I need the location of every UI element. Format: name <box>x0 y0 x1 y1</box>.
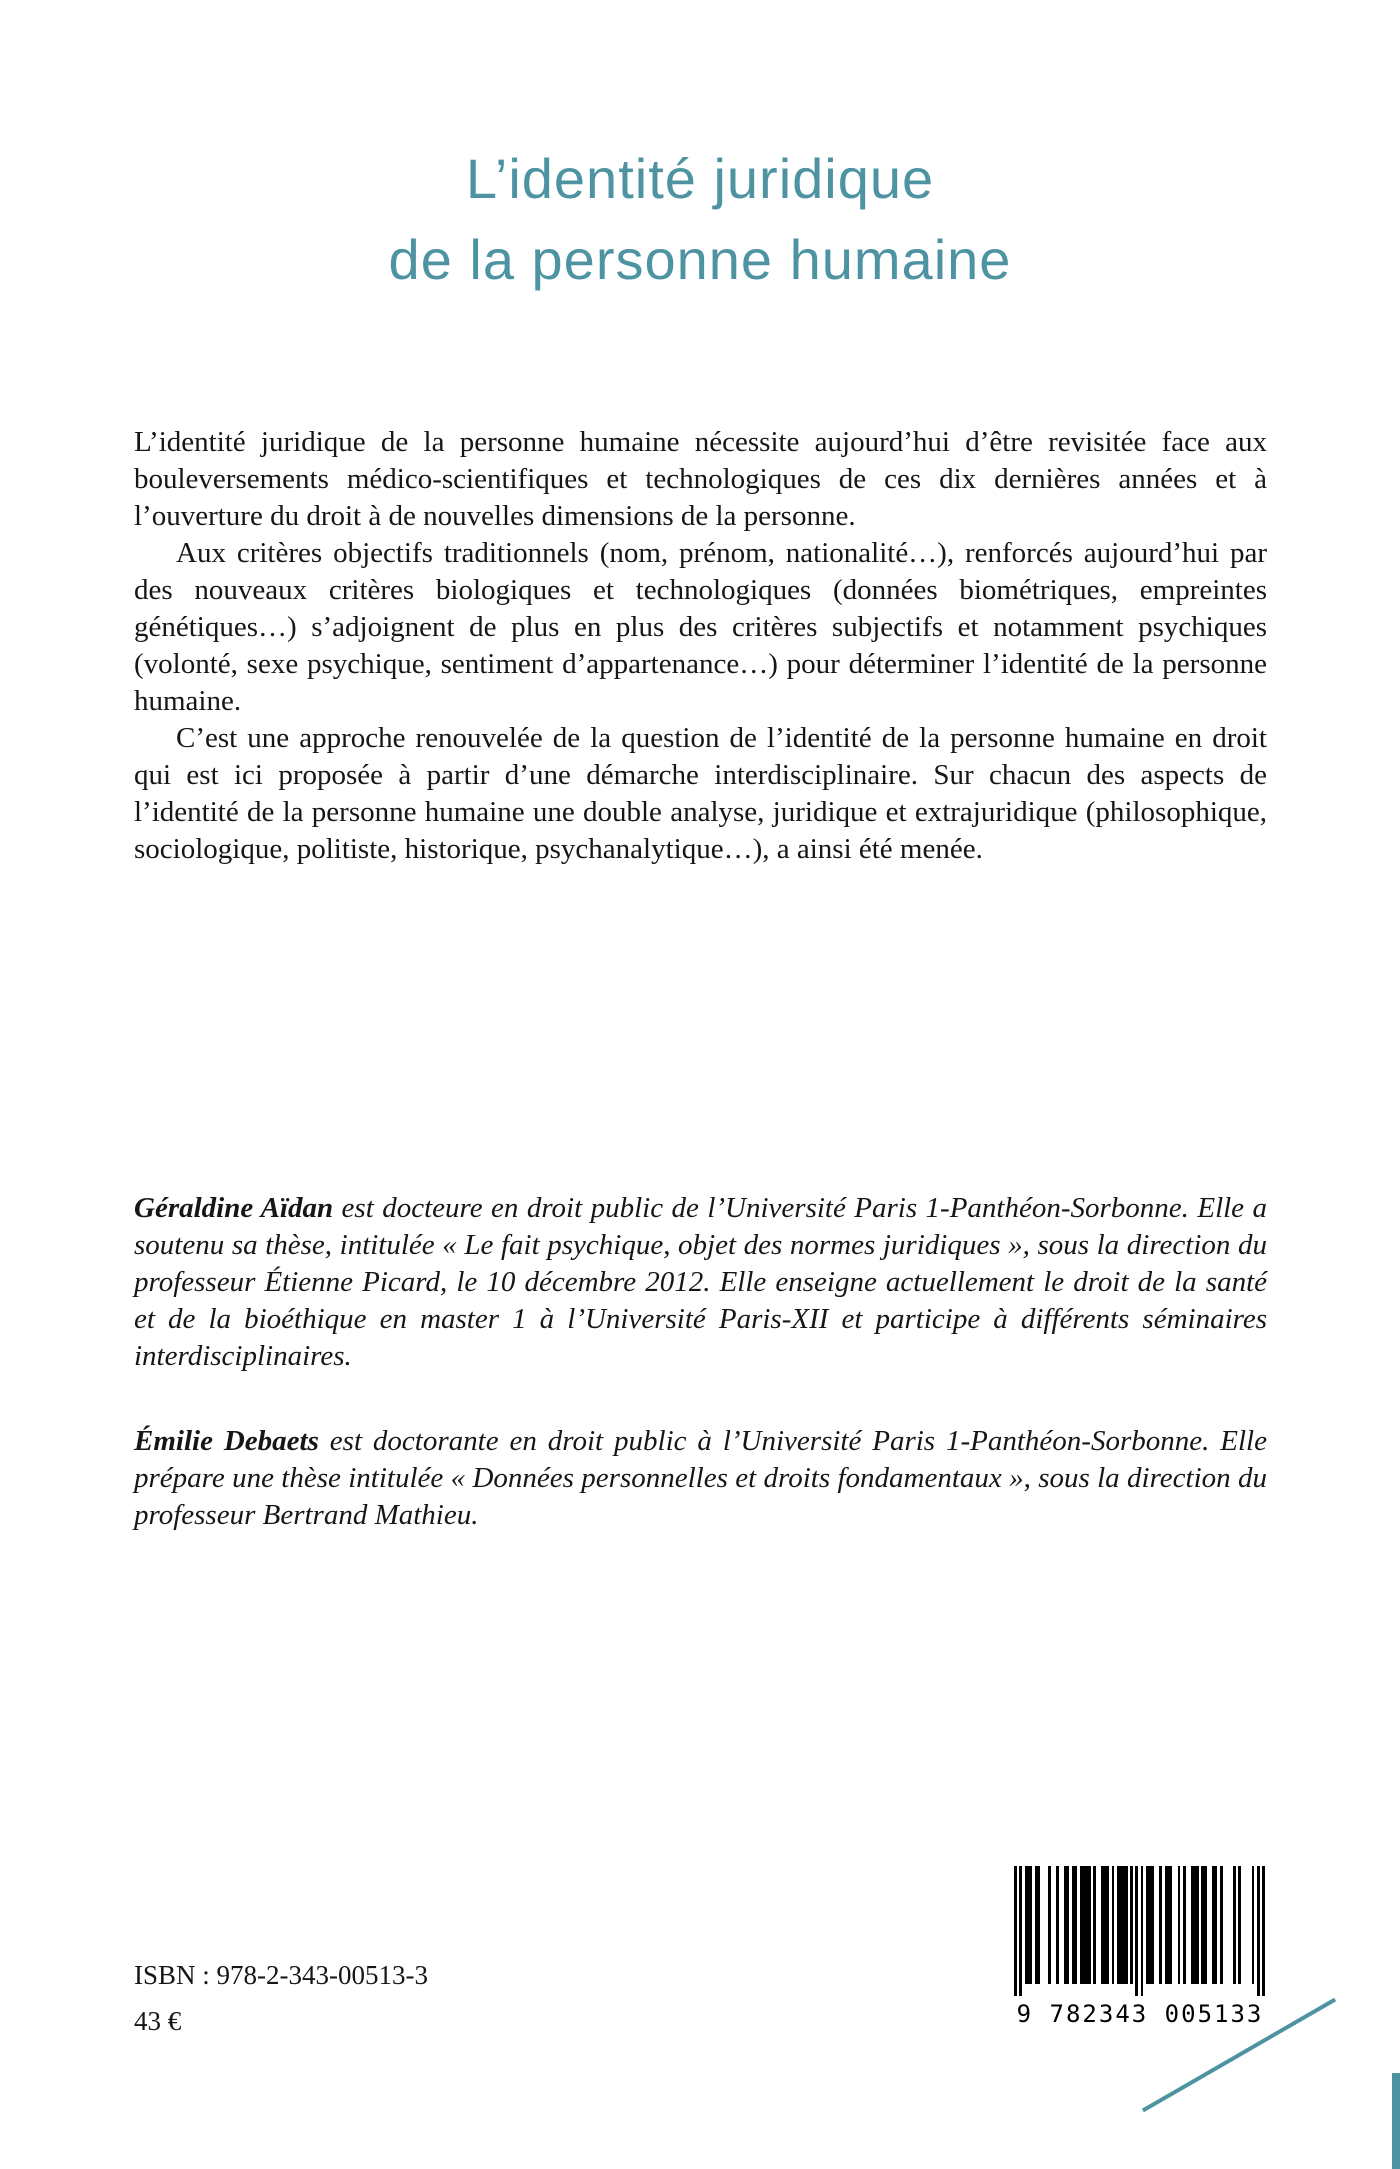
author-bios <box>134 1190 1267 1534</box>
author-bio-1 <box>134 1190 1267 1375</box>
synopsis <box>134 424 1267 868</box>
barcode-bars <box>1014 1866 1266 1998</box>
synopsis-paragraph-2: Aux critères objectifs traditionnels (nom, prénom, nationalité…), renforcés aujourd’hui par des nouveaux critères biologiques et technologiques (données biométriques, empreintes génétiques…) s’adjoignent de plus en plus des critères subjectifs et notamment psychiques (volonté, sexe psychique, sentiment d’appartenance…) pour déterminer l’identité de la personne humaine. <box>134 537 1267 717</box>
author-name-2: Émilie Debaets <box>134 1425 319 1457</box>
price-text: 43 € <box>134 2006 182 2036</box>
synopsis-paragraph-3: C’est une approche renouvelée de la question de l’identité de la personne humaine en droit qui est ici proposée à partir d’une démarche interdisciplinaire. Sur chacun des aspects de l’identité de la personne humaine une double analyse, juridique et extrajuridique (philosophique, sociologique, politiste, historique, psychanalytique…), a ainsi été menée. <box>134 722 1267 865</box>
synopsis-paragraph-1: L’identité juridique de la personne humaine nécessite aujourd’hui d’être revisitée face aux bouleversements médico-scientifiques et technologiques de ces dix dernières années et à l’ouverture du droit à de nouvelles dimensions de la personne. <box>134 426 1267 532</box>
author-bio-2 <box>134 1423 1267 1534</box>
author-bio-text-2: est doctorante en droit public à l’Université Paris 1-Panthéon-Sorbonne. Elle prépare une thèse intitulée « Données personnelles et droits fondamentaux », sous la direction du professeur Bertrand Mathieu. <box>134 1425 1267 1531</box>
author-name-1: Géraldine Aïdan <box>134 1192 334 1224</box>
decoration-edge-bar <box>1392 2073 1400 2169</box>
book-title-line1: L’identité juridique <box>465 147 935 210</box>
barcode <box>1014 1866 1266 2028</box>
book-title <box>0 138 1400 300</box>
author-bio-text-1: est docteure en droit public de l’Université Paris 1-Panthéon-Sorbonne. Elle a soutenu sa thèse, intitulée « Le fait psychique, objet des normes juridiques », sous la direction du professeur Étienne Picard, le 10 décembre 2012. Elle enseigne actuellement le droit de la santé et de la bioéthique en master 1 à l’Université Paris-XII et participe à différents séminaires interdisciplinaires. <box>134 1192 1267 1372</box>
book-title-line2: de la personne humaine <box>388 228 1012 291</box>
isbn-block <box>134 1952 428 2044</box>
barcode-digits: 9 782343 005133 <box>1016 2000 1264 2028</box>
isbn-text: ISBN : 978-2-343-00513-3 <box>134 1960 428 1990</box>
